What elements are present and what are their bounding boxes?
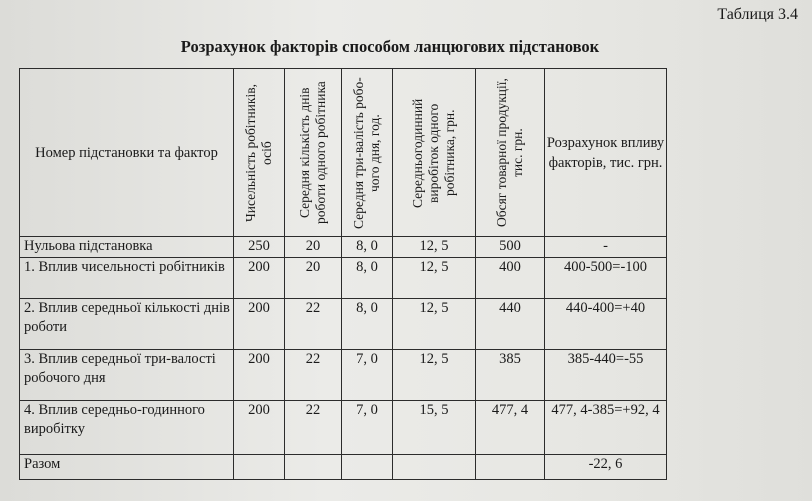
header-calculation: Розрахунок впливу факторів, тис. грн. (545, 69, 667, 237)
cell-hourly-output (393, 455, 476, 480)
cell-days: 22 (285, 299, 342, 350)
cell-hourly-output: 15, 5 (393, 401, 476, 455)
cell-hours: 7, 0 (342, 401, 393, 455)
cell-calculation: 385-440=-55 (545, 350, 667, 401)
cell-production: 400 (476, 258, 545, 299)
cell-days: 20 (285, 237, 342, 258)
cell-calculation: 477, 4-385=+92, 4 (545, 401, 667, 455)
table-row (20, 350, 667, 401)
factor-table (19, 68, 667, 480)
cell-hourly-output: 12, 5 (393, 237, 476, 258)
row-name: Разом (20, 455, 234, 480)
cell-production: 385 (476, 350, 545, 401)
header-hours: Середня три-валість робо-чого дня, год. (342, 69, 393, 237)
table-row (20, 258, 667, 299)
cell-hours: 8, 0 (342, 258, 393, 299)
cell-days: 20 (285, 258, 342, 299)
cell-calculation: 440-400=+40 (545, 299, 667, 350)
header-production: Обсяг товарної продукції, тис. грн. (476, 69, 545, 237)
table-row (20, 299, 667, 350)
cell-calculation: 400-500=-100 (545, 258, 667, 299)
cell-hourly-output: 12, 5 (393, 350, 476, 401)
table-row (20, 401, 667, 455)
cell-hourly-output: 12, 5 (393, 258, 476, 299)
cell-days: 22 (285, 350, 342, 401)
table-row-total (20, 455, 667, 480)
header-workers: Чисельність робітників, осіб (234, 69, 285, 237)
cell-calculation: -22, 6 (545, 455, 667, 480)
cell-workers: 200 (234, 258, 285, 299)
cell-production (476, 455, 545, 480)
header-hourly-output: Середньогодинний виробіток одного робітника, грн. (393, 69, 476, 237)
cell-hourly-output: 12, 5 (393, 299, 476, 350)
cell-days: 22 (285, 401, 342, 455)
row-name: Нульова підстановка (20, 237, 234, 258)
row-name: 2. Вплив середньої кількості днів роботи (20, 299, 234, 350)
table-number: Таблиця 3.4 (717, 6, 798, 23)
row-name: 1. Вплив чисельності робітників (20, 258, 234, 299)
table-title: Розрахунок факторів способом ланцюгових підстановок (180, 37, 600, 56)
cell-hours: 8, 0 (342, 237, 393, 258)
cell-calculation: - (545, 237, 667, 258)
row-name: 4. Вплив середньо-годинного виробітку (20, 401, 234, 455)
cell-hours: 8, 0 (342, 299, 393, 350)
cell-workers: 200 (234, 401, 285, 455)
row-name: 3. Вплив середньої три-валості робочого дня (20, 350, 234, 401)
cell-hours: 7, 0 (342, 350, 393, 401)
cell-production: 440 (476, 299, 545, 350)
cell-workers: 250 (234, 237, 285, 258)
header-days: Середня кількість днів роботи одного робітника (285, 69, 342, 237)
cell-days (285, 455, 342, 480)
table-row (20, 237, 667, 258)
cell-production: 477, 4 (476, 401, 545, 455)
cell-workers: 200 (234, 350, 285, 401)
cell-production: 500 (476, 237, 545, 258)
cell-workers: 200 (234, 299, 285, 350)
header-row (20, 69, 667, 237)
cell-hours (342, 455, 393, 480)
cell-workers (234, 455, 285, 480)
header-factor: Номер підстановки та фактор (20, 69, 234, 237)
